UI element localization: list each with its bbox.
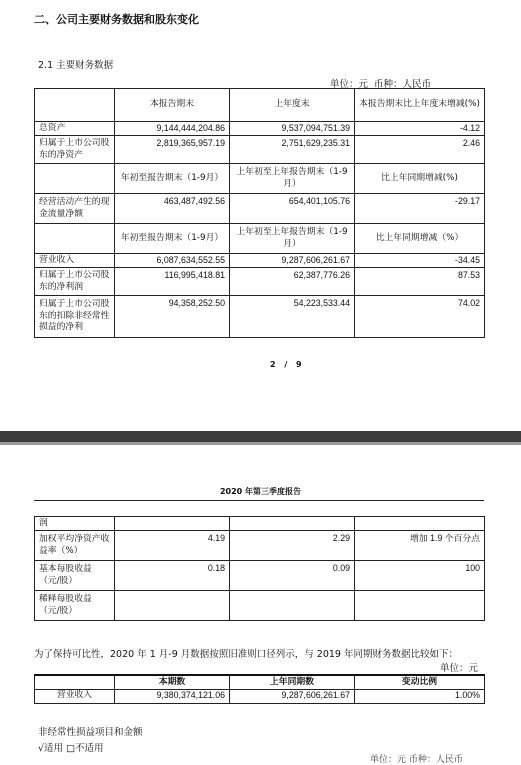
table-row: [35, 517, 485, 531]
cell-value: 6,087,634,552.55: [115, 254, 230, 268]
cell-value: 100: [355, 561, 485, 591]
cell-value: 9,144,444,204.86: [115, 122, 230, 136]
col-header-current-period-end: 本报告期末: [115, 89, 230, 122]
cell-value: -29.17: [355, 194, 485, 224]
cell-value: 0.09: [230, 561, 355, 591]
table-row: [35, 268, 485, 296]
unit-label: 单位：元: [440, 663, 479, 674]
cell-value: 0.18: [115, 561, 230, 591]
financial-data-table-continued: [34, 516, 485, 621]
cell-value: 2.46: [355, 136, 485, 164]
table-row: [35, 591, 485, 621]
row-label: 归属于上市公司股东的净资产: [35, 136, 115, 164]
col-header-last-ytd: 上年初至上年报告期末（1-9月）: [230, 224, 355, 254]
cell-value: 62,387,776.26: [230, 268, 355, 296]
row-label: 润: [35, 517, 115, 531]
row-label: 经营活动产生的现金流量净额: [35, 194, 115, 224]
row-label: 营业收入: [35, 254, 115, 268]
page-break-band: [0, 431, 521, 442]
table-header-row: [35, 675, 485, 689]
col-header-change-pct: 本报告期末比上年度末增减(%): [355, 89, 485, 122]
subsection-title: 2.1 主要财务数据: [38, 60, 114, 71]
cell-value: 1.00%: [355, 689, 485, 703]
cut-off-unit-line: 单位：元 币种：人民币: [370, 755, 463, 765]
cell-value: 2,751,629,235.31: [230, 136, 355, 164]
financial-data-table: [34, 88, 485, 338]
cell-value: [115, 591, 230, 621]
table-subheader-row: [35, 224, 485, 254]
cell-value: 94,358,252.50: [115, 296, 230, 338]
cell-value: 9,537,094,751.39: [230, 122, 355, 136]
col-header-last-year-end: 上年度末: [230, 89, 355, 122]
col-header-yoy-change: 比上年同期增减（%）: [355, 224, 485, 254]
col-header-current: 本期数: [115, 675, 230, 689]
row-label: 归属于上市公司股东的净利润: [35, 268, 115, 296]
table-row: [35, 561, 485, 591]
page-number: 2 / 9: [270, 360, 305, 369]
table-row: [35, 296, 485, 338]
col-header-change-ratio: 变动比例: [355, 675, 485, 689]
cell-value: -34.45: [355, 254, 485, 268]
table-row: [35, 254, 485, 268]
table-header-row: [35, 89, 485, 122]
cell-value: 116,995,418.81: [115, 268, 230, 296]
page-break-shadow: [0, 442, 521, 445]
cell-value: 9,380,374,121.06: [115, 689, 230, 703]
comparison-table: [34, 674, 485, 704]
table-row: [35, 689, 485, 703]
cell-value: 463,487,492.56: [115, 194, 230, 224]
cell-value: 74.02: [355, 296, 485, 338]
applicability-checkbox-line: √适用 □不适用: [38, 743, 104, 754]
cell-value: [230, 591, 355, 621]
section-title: 二、公司主要财务数据和股东变化: [34, 13, 199, 26]
table-row: [35, 136, 485, 164]
row-label: 总资产: [35, 122, 115, 136]
col-header-ytd: 年初至报告期末（1-9月）: [115, 164, 230, 194]
cell-value: -4.12: [355, 122, 485, 136]
cell-value: 9,287,606,261.67: [230, 254, 355, 268]
col-header-ytd: 年初至报告期末（1-9月）: [115, 224, 230, 254]
row-label: 稀释每股收益（元/股）: [35, 591, 115, 621]
header-rule: [34, 500, 484, 501]
row-label: 加权平均净资产收益率（%）: [35, 531, 115, 561]
cell-value: [355, 591, 485, 621]
cell-value: 654,401,105.76: [230, 194, 355, 224]
table-row: [35, 122, 485, 136]
cell-value: 9,287,606,261.67: [230, 689, 355, 703]
cell-value: 4.19: [115, 531, 230, 561]
cell-value: 87.53: [355, 268, 485, 296]
row-label: 基本每股收益（元/股）: [35, 561, 115, 591]
cell-value: 增加 1.9 个百分点: [355, 531, 485, 561]
unit-currency-line: 单位：元 币种：人民币: [330, 79, 432, 90]
col-header-yoy-change: 比上年同期增减(%): [355, 164, 485, 194]
table-subheader-row: [35, 164, 485, 194]
report-header: 2020 年第三季度报告: [219, 487, 302, 496]
cell-value: 2,819,365,957.19: [115, 136, 230, 164]
table-row: [35, 531, 485, 561]
col-header-last-ytd: 上年初至上年报告期末（1-9月）: [230, 164, 355, 194]
row-label: 营业收入: [35, 689, 115, 703]
col-header-prior: 上年同期数: [230, 675, 355, 689]
cell-value: 2.29: [230, 531, 355, 561]
nonrecurring-items-title: 非经常性损益项目和金额: [38, 727, 143, 738]
table-row: [35, 194, 485, 224]
comparability-note: 为了保持可比性，2020 年 1 月-9 月数据按照旧准则口径列示，与 2019 年同期财务数据比较如下：: [34, 649, 458, 660]
row-label: 归属于上市公司股东的扣除非经常性损益的净利: [35, 296, 115, 338]
cell-value: 54,223,533.44: [230, 296, 355, 338]
